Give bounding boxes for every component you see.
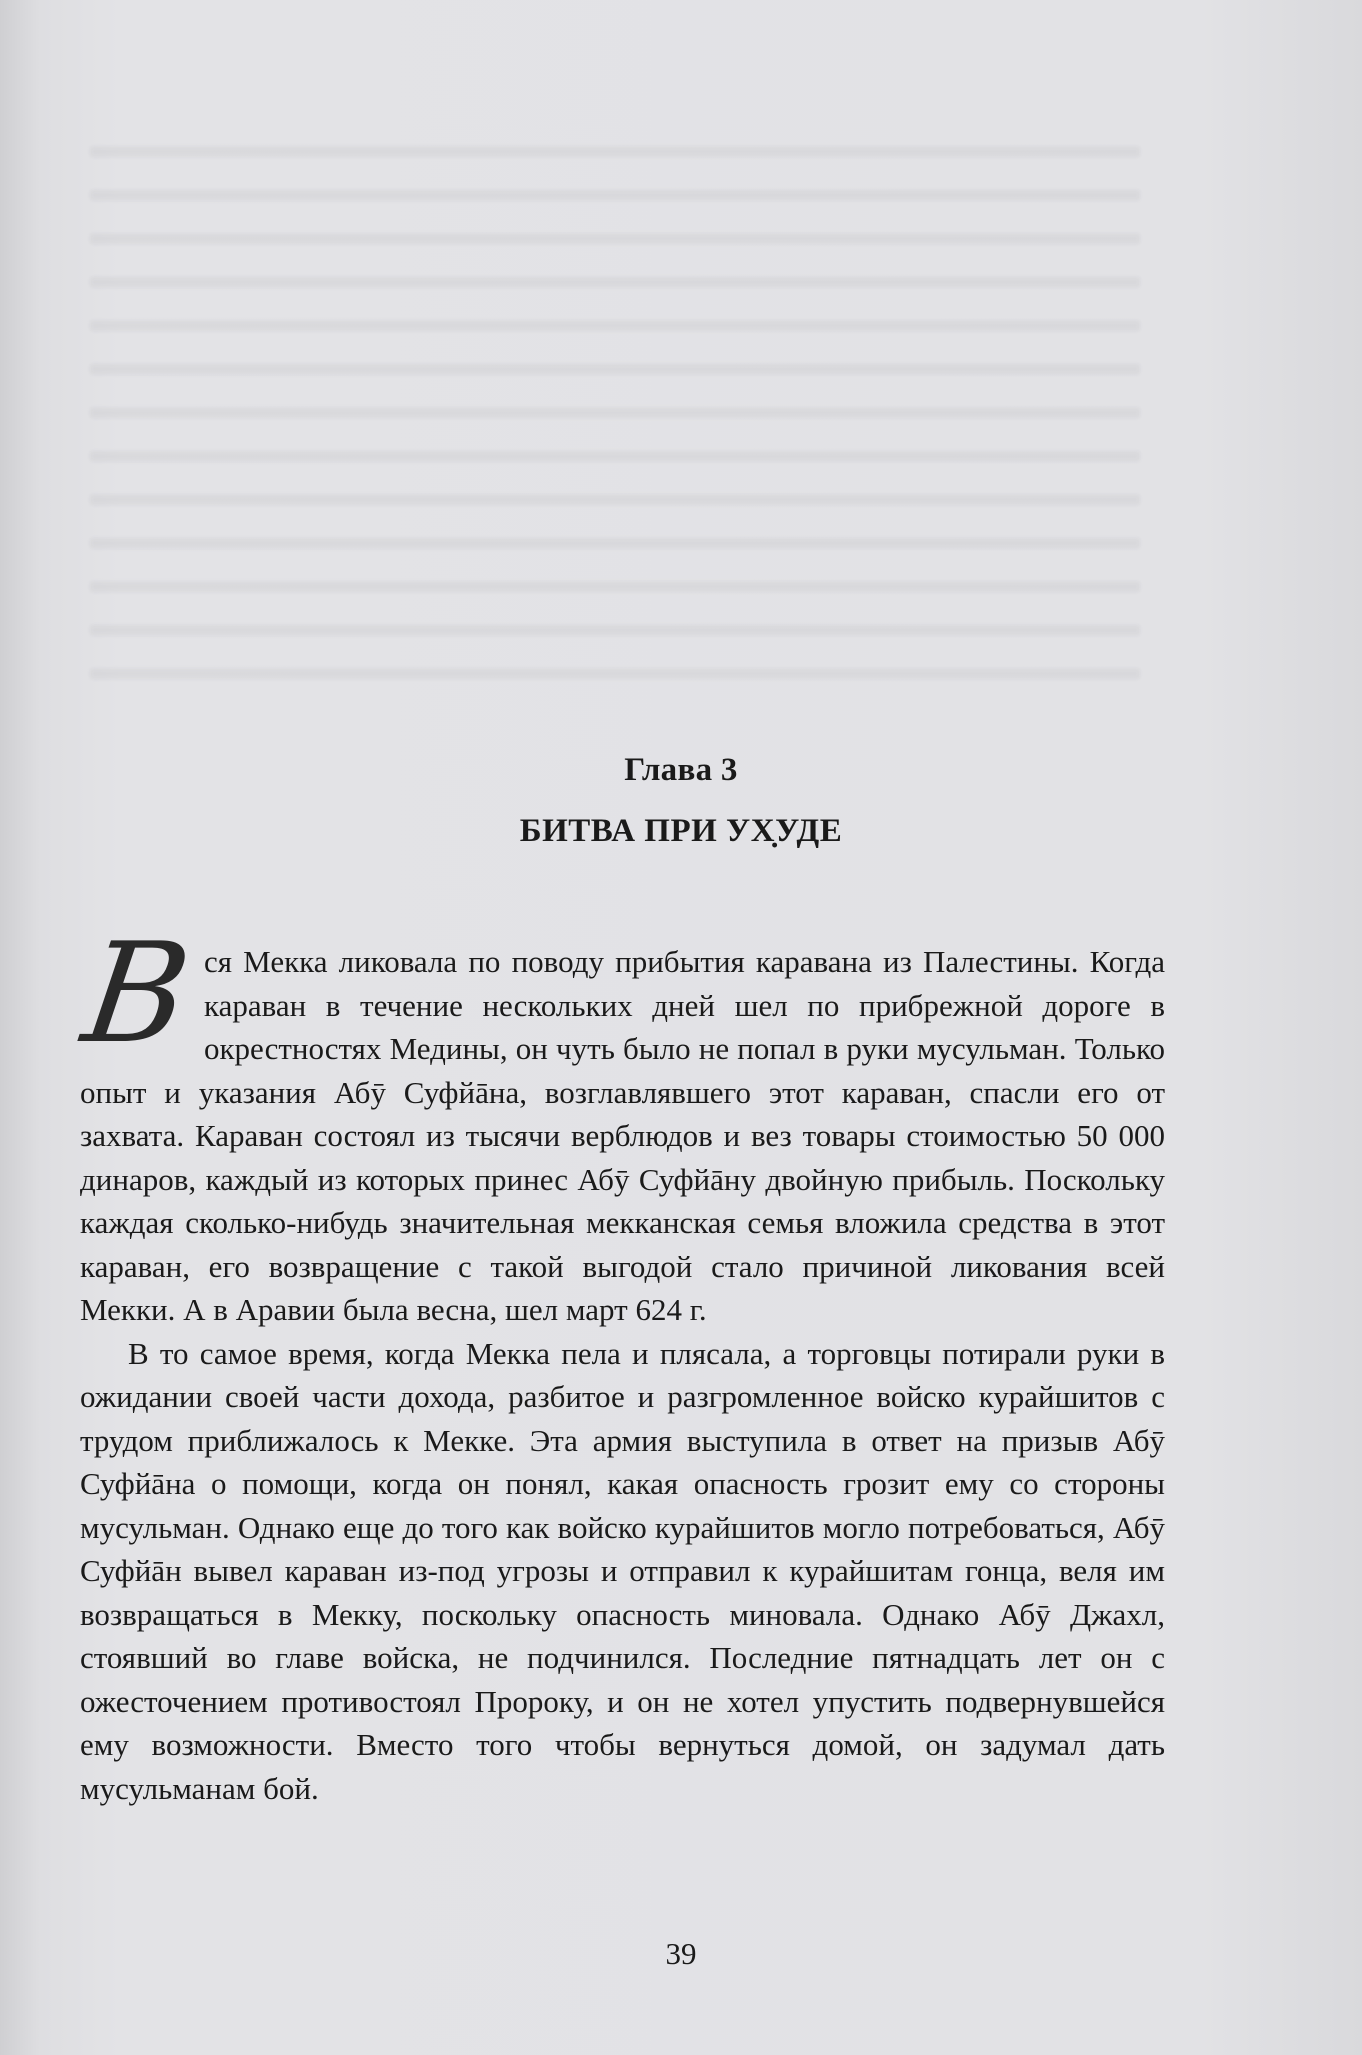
paragraph-2: В то самое время, когда Мекка пела и плясала, а торговцы потирали руки в ожидании своей части дохода, разбитое и разгромленное войско курайшитов с трудом приближалось к Мекке. Эта армия выступила в ответ на призыв Абӯ Суфйāна о помощи, когда он понял, какая опасность грозит ему со стороны мусульман. Однако еще до того как войско курайшитов могло потребоваться, Абӯ Суфйāн вывел караван из-под угрозы и отправил к курайшитам гонца, веля им возвращаться в Мекку, поскольку опасность миновала. Однако Абӯ Джахл, стоявший во главе войска, не подчинился. Последние пятнадцать лет он с ожесточением противостоял Пророку, и он не хотел упустить подвернувшейся ему возможности. Вместо того чтобы вернуться домой, он задумал дать мусульманам бой. — [80, 1335, 1165, 1806]
page-number: 39 — [665, 1936, 697, 1971]
body-text — [74, 913, 1165, 1810]
chapter-title: БИТВА ПРИ УХ̣УДЕ — [519, 813, 843, 849]
chapter-label: Глава 3 — [624, 752, 738, 788]
drop-cap: В — [74, 913, 199, 1074]
paragraph-1-text: ся Мекка ликовала по поводу прибытия каравана из Палестины. Когда караван в течение нескольких дней шел по прибрежной дороге в окрестностях Медины, он чуть было не попал в руки мусульман. Только опыт и указания Абӯ Суфйāна, возглавлявшего этот караван, спасли его от захвата. Караван состоял из тысячи верблюдов и вез товары стоимостью 50 000 динаров, каждый из которых принес Абӯ Суфйāну двойную прибыль. Поскольку каждая сколько-нибудь значительная мекканская семья вложила средства в этот караван, его возвращение с такой выгодой стало причиной ликования всей Мекки. А в Аравии была весна, шел март 624 г. — [80, 944, 1165, 1327]
show-through-text — [90, 120, 1140, 700]
paragraph-1 — [74, 913, 1165, 1332]
